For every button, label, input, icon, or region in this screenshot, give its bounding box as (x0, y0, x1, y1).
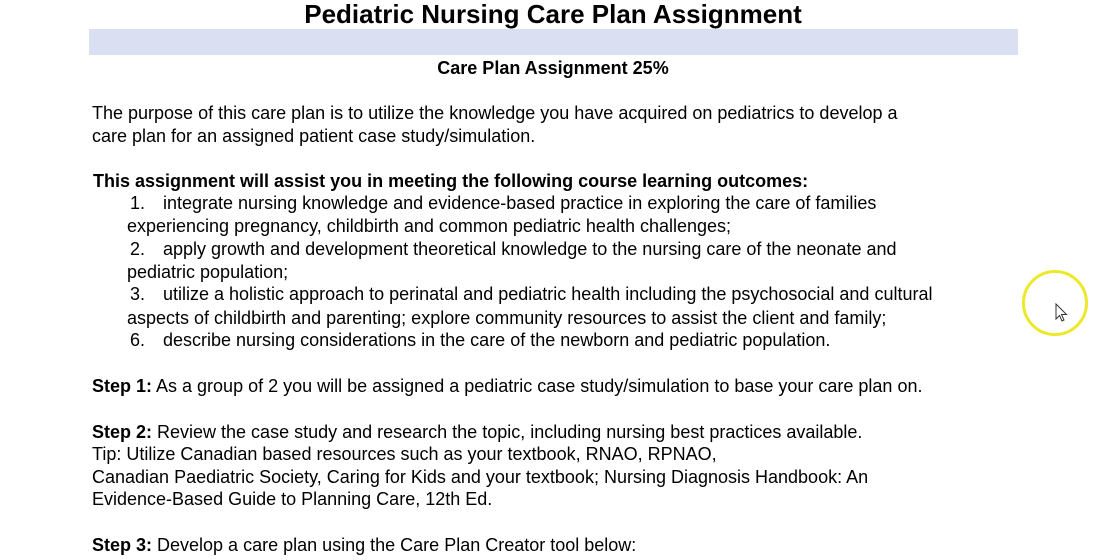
outcome-text: integrate nursing knowledge and evidence-based practice in exploring the care of families (163, 193, 877, 213)
outcome-number: 6. (130, 330, 146, 350)
outcome-text: describe nursing considerations in the care of the newborn and pediatric population. (163, 330, 831, 350)
purpose-line: care plan for an assigned patient case study/simulation. (92, 126, 536, 146)
step-text: As a group of 2 you will be assigned a pediatric case study/simulation to base your care plan on. (152, 376, 923, 396)
purpose-line: The purpose of this care plan is to utilize the knowledge you have acquired on pediatrics to develop a (92, 103, 898, 123)
document-subtitle: Care Plan Assignment 25% (437, 58, 669, 78)
outcomes-heading: This assignment will assist you in meeting the following course learning outcomes: (93, 171, 809, 191)
header-band (89, 29, 1018, 55)
outcome-text: aspects of childbirth and parenting; explore community resources to assist the client and family; (127, 308, 887, 328)
step-text: Develop a care plan using the Care Plan Creator tool below: (152, 535, 637, 555)
mouse-pointer-icon (1055, 303, 1069, 323)
outcome-text: utilize a holistic approach to perinatal and pediatric health including the psychosocial and cultural (163, 284, 933, 304)
outcome-text: pediatric population; (127, 262, 289, 282)
outcome-number: 3. (130, 284, 146, 304)
tip-line: Tip: Utilize Canadian based resources such as your textbook, RNAO, RPNAO, (92, 444, 717, 464)
step-1 (92, 375, 922, 397)
outcome-number: 2. (130, 239, 146, 259)
tip-line: Canadian Paediatric Society, Caring for Kids and your textbook; Nursing Diagnosis Handbook: An (92, 467, 869, 487)
outcome-text: apply growth and development theoretical knowledge to the nursing care of the neonate and (163, 239, 897, 259)
outcome-text: experiencing pregnancy, childbirth and common pediatric health challenges; (127, 216, 732, 236)
step-label: Step 1: (92, 376, 153, 396)
tip-line: Evidence-Based Guide to Planning Care, 12th Ed. (92, 489, 493, 509)
document-title: Pediatric Nursing Care Plan Assignment (304, 0, 802, 29)
step-3 (92, 534, 636, 556)
step-text: Review the case study and research the topic, including nursing best practices available. (152, 422, 863, 442)
outcome-number: 1. (130, 193, 146, 213)
step-2 (92, 421, 862, 443)
step-label: Step 2: (92, 422, 153, 442)
step-label: Step 3: (92, 535, 153, 555)
